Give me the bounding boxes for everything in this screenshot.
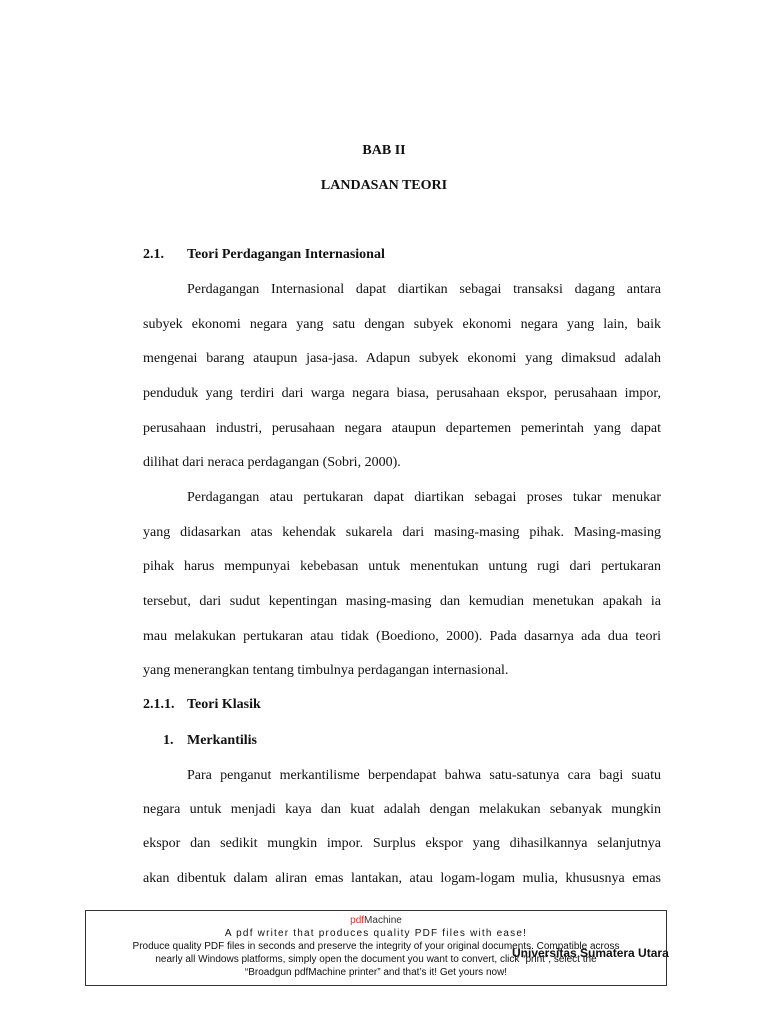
- paragraph-3-line: ekspor dan sedikit mungkin impor. Surplus ekspor yang dihasilkannya selanjutnya: [143, 836, 661, 851]
- chapter-number: BAB II: [362, 143, 406, 158]
- paragraph-1-line: subyek ekonomi negara yang satu dengan subyek ekonomi negara yang lain, baik: [143, 317, 661, 332]
- paragraph-2-line: yang didasarkan atas kehendak sukarela dari masing-masing pihak. Masing-masing: [143, 525, 661, 540]
- paragraph-1-line: penduduk yang terdiri dari warga negara biasa, perusahaan ekspor, perusahaan impor,: [143, 386, 661, 401]
- chapter-title: LANDASAN TEORI: [320, 178, 448, 193]
- paragraph-1-line: perusahaan industri, perusahaan negara ataupun departemen pemerintah yang dapat: [143, 421, 661, 436]
- banner-text-line: Produce quality PDF files in seconds and preserve the integrity of your original documents. Compatible across: [132, 941, 620, 952]
- paragraph-2-line: yang menerangkan tentang timbulnya perdagangan internasional.: [143, 663, 509, 678]
- paragraph-2-line: tersebut, dari sudut kepentingan masing-masing dan kemudian menetukan apakah ia: [143, 594, 661, 609]
- list-item-title: Merkantilis: [187, 733, 257, 748]
- paragraph-2-line: mau melakukan pertukaran atau tidak (Boediono, 2000). Pada dasarnya ada dua teori: [143, 629, 661, 644]
- banner-text-line: nearly all Windows platforms, simply open the document you want to convert, click “print”, select the: [155, 954, 597, 965]
- section-2-1-1-title: Teori Klasik: [187, 697, 261, 712]
- banner-text-line: “Broadgun pdfMachine printer” and that’s it! Get yours now!: [244, 967, 508, 978]
- pdfmachine-logo: pdfMachine: [350, 915, 402, 926]
- paragraph-3-line: akan dibentuk dalam aliran emas lantakan, atau logam-logam mulia, khususnya emas: [143, 871, 661, 886]
- section-2-1-1-number: 2.1.1.: [143, 697, 175, 712]
- paragraph-3-line: negara untuk menjadi kaya dan kuat adalah dengan melakukan sebanyak mungkin: [143, 802, 661, 817]
- banner-tagline: A pdf writer that produces quality PDF files with ease!: [224, 928, 528, 939]
- paragraph-2-line: Perdagangan atau pertukaran dapat diartikan sebagai proses tukar menukar: [187, 490, 661, 505]
- paragraph-1-line: Perdagangan Internasional dapat diartikan sebagai transaksi dagang antara: [187, 282, 661, 297]
- section-2-1-title: Teori Perdagangan Internasional: [187, 247, 385, 262]
- paragraph-3-line: Para penganut merkantilisme berpendapat bahwa satu-satunya cara bagi suatu: [187, 768, 661, 783]
- paragraph-1-line: dilihat dari neraca perdagangan (Sobri, 2000).: [143, 455, 401, 470]
- university-watermark: Universitas Sumatera Utara: [512, 946, 669, 960]
- list-item-number: 1.: [163, 733, 174, 748]
- paragraph-2-line: pihak harus mempunyai kebebasan untuk menentukan untung rugi dari pertukaran: [143, 559, 661, 574]
- section-2-1-number: 2.1.: [143, 247, 164, 262]
- paragraph-1-line: mengenai barang ataupun jasa-jasa. Adapun subyek ekonomi yang dimaksud adalah: [143, 351, 661, 366]
